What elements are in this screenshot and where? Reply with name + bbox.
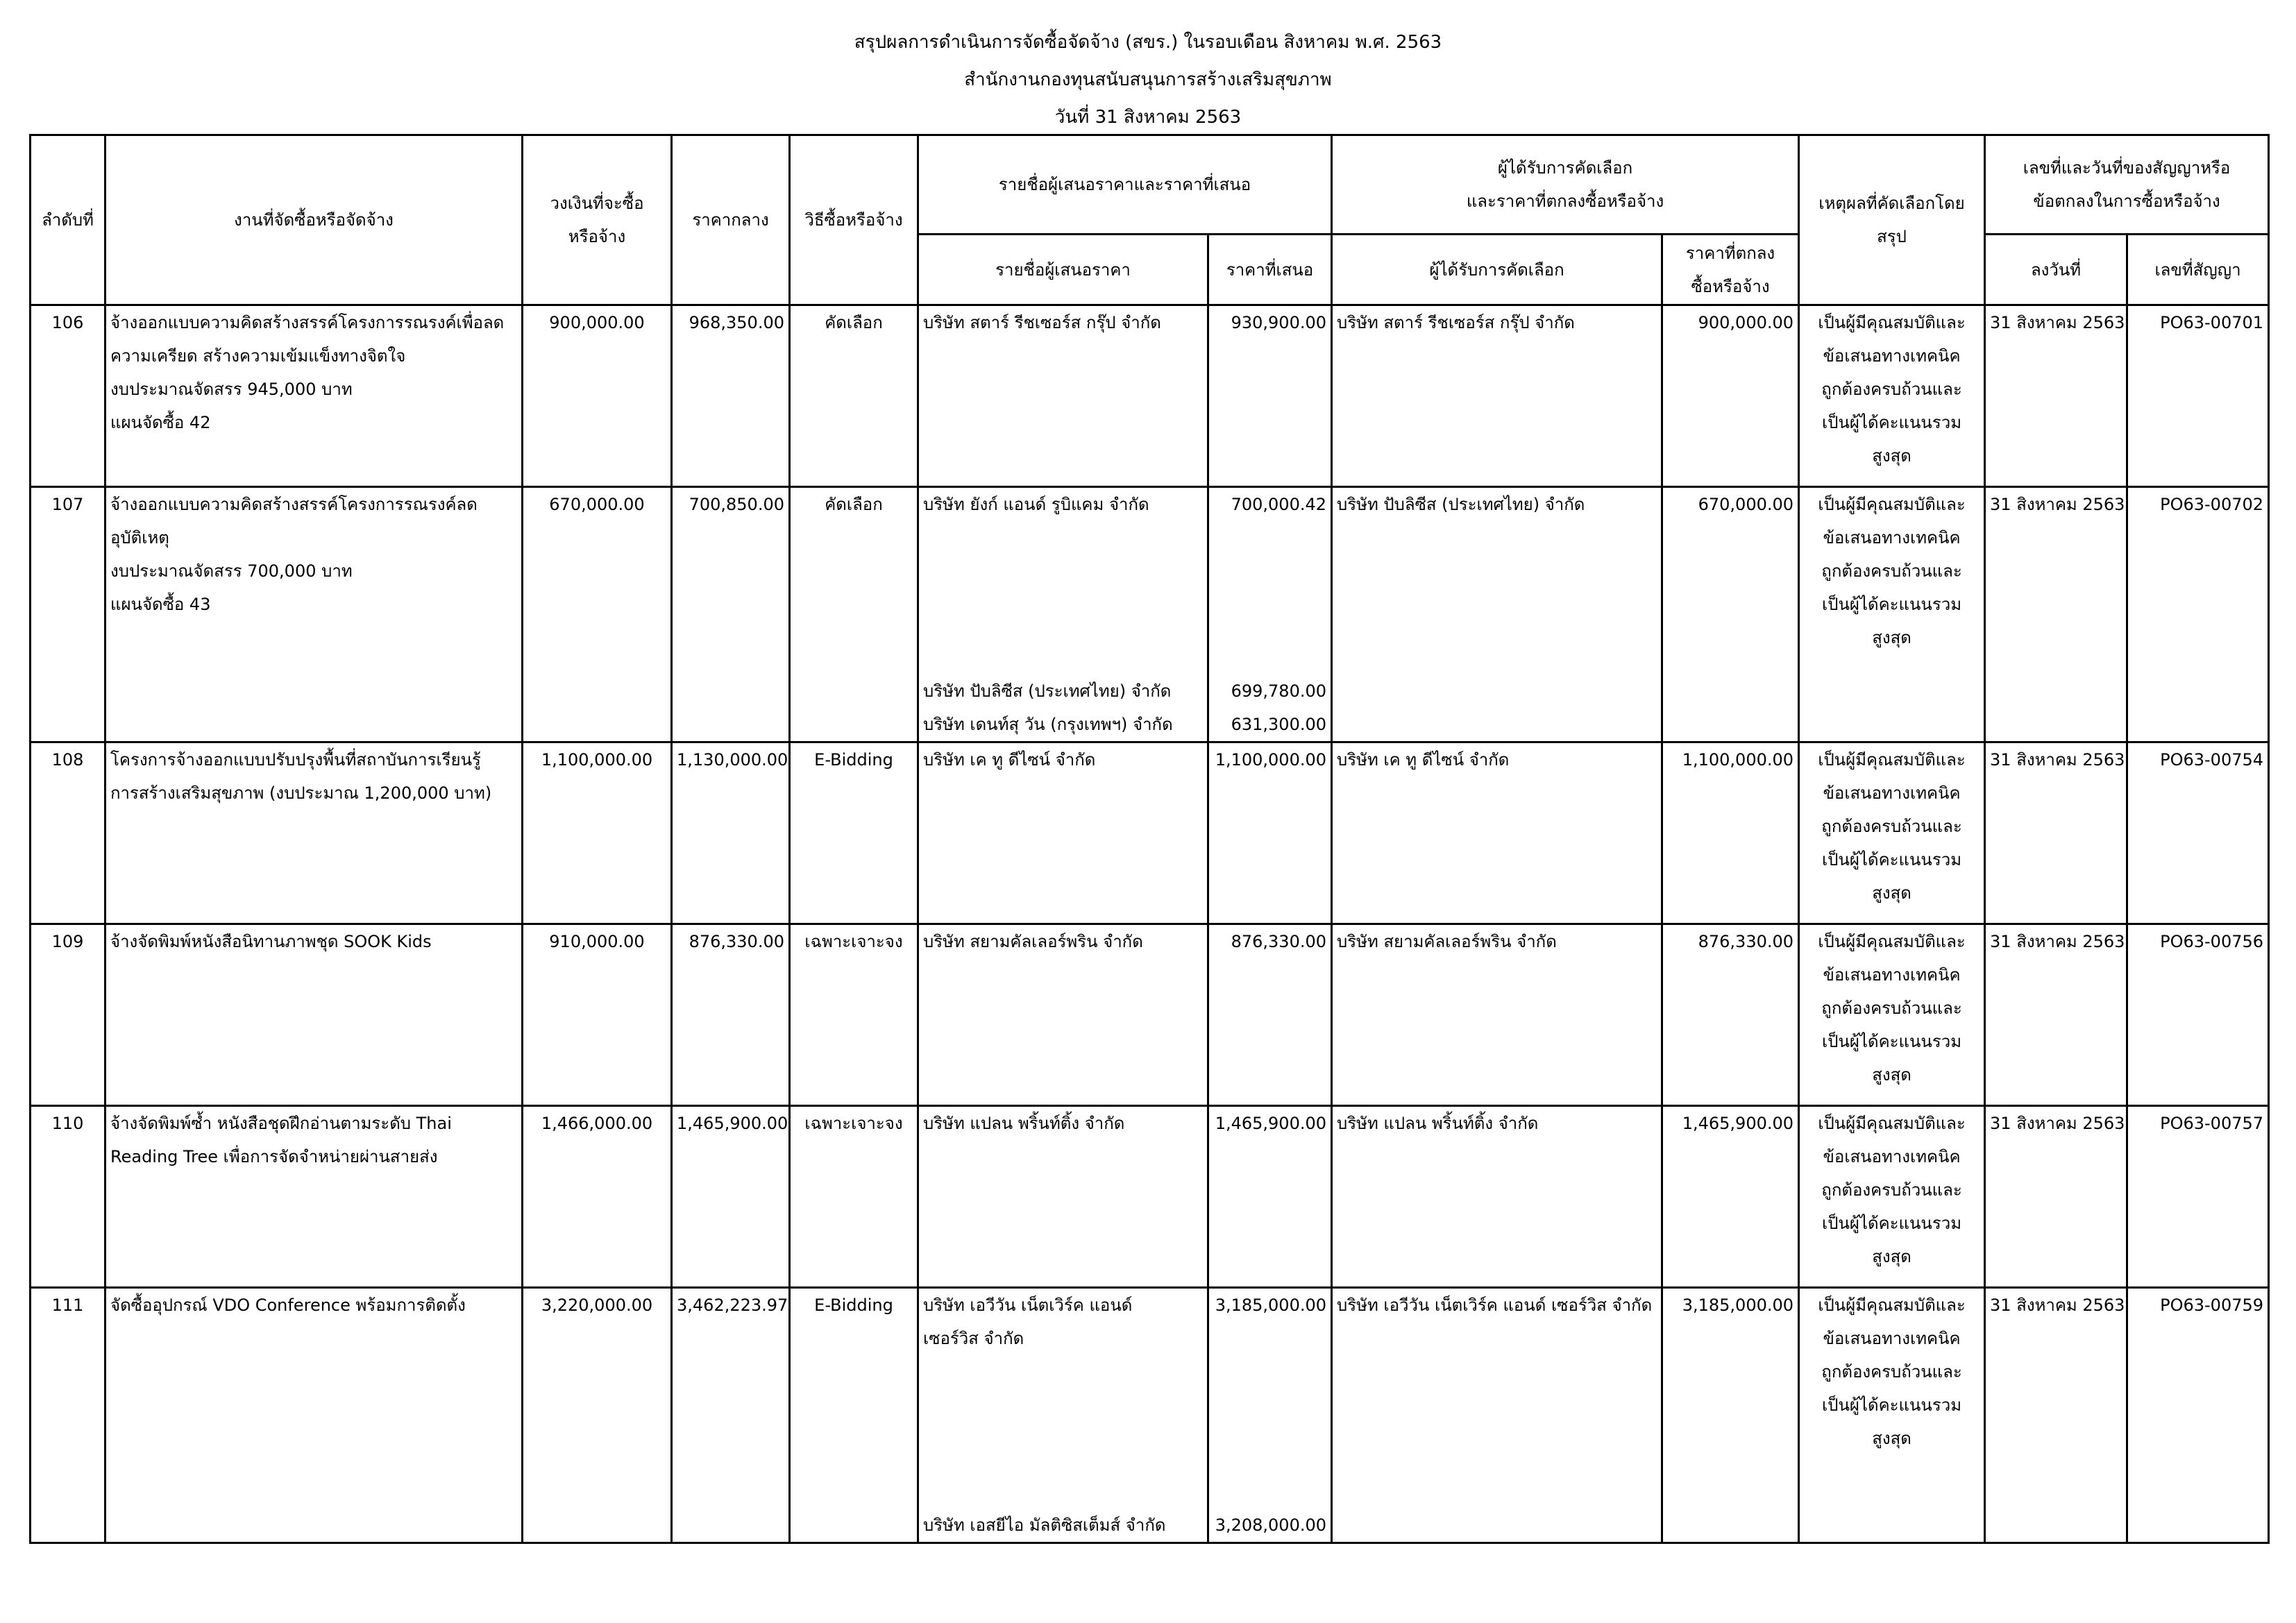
reason-line: สูงสุด [1872,883,1911,903]
median-cell [672,305,790,487]
method-cell [790,305,918,487]
budget-cell [523,1288,672,1543]
budget-cell [523,924,672,1106]
median-cell [672,742,790,924]
contract-cell [2127,1288,2269,1543]
contract-cell [2127,305,2269,487]
contract-number: PO63-00701 [2160,313,2264,332]
table-row [31,1288,2269,1543]
reason-line: ข้อเสนอทางเทคนิค [1823,1147,1961,1166]
contract-date: 31 สิงหาคม 2563 [1990,1295,2125,1315]
reason-line: ถูกต้องครบถ้วนและ [1821,817,1962,836]
reason-line: สูงสุด [1872,1429,1911,1448]
work-cell [105,305,523,487]
median-value: 1,130,000.00 [677,750,788,770]
bidder-name: บริษัท เค ทู ดีไซน์ จำกัด [923,750,1096,770]
work-line: การสร้างเสริมสุขภาพ (งบประมาณ 1,200,000 บาท) [110,783,492,803]
bid-price: 3,208,000.00 [1215,1515,1327,1535]
median-cell [672,924,790,1106]
bid-price: 1,100,000.00 [1215,750,1327,770]
reason-line: เป็นผู้มีคุณสมบัติและ [1818,1114,1966,1133]
reason-line: ถูกต้องครบถ้วนและ [1821,1180,1962,1200]
method-cell [790,924,918,1106]
contract-date: 31 สิงหาคม 2563 [1990,932,2125,951]
median-value: 876,330.00 [689,932,784,951]
reason-line: สูงสุด [1872,628,1911,647]
bidder-name: เซอร์วิส จำกัด [923,1329,1024,1348]
reason-line: ถูกต้องครบถ้วนและ [1821,561,1962,581]
budget-cell [523,487,672,742]
winner-name: บริษัท สยามคัลเลอร์พริน จำกัด [1337,932,1557,951]
reason-line: เป็นผู้มีคุณสมบัติและ [1818,313,1966,332]
bidder-name-cell [918,487,1208,742]
reason-cell [1799,487,1985,742]
bid-price-cell [1208,1288,1332,1543]
doc-date: วันที่ 31 สิงหาคม 2563 [1054,107,1242,128]
reason-line: ข้อเสนอทางเทคนิค [1823,965,1961,985]
reason-line: ข้อเสนอทางเทคนิค [1823,783,1961,803]
contract-date: 31 สิงหาคม 2563 [1990,313,2125,332]
bid-price: 1,465,900.00 [1215,1114,1327,1133]
median-cell [672,1288,790,1543]
table-row [31,1106,2269,1288]
budget-cell [523,1106,672,1288]
doc-org: สำนักงานกองทุนสนับสนุนการสร้างเสริมสุขภาพ [964,69,1332,90]
table-row [31,305,2269,487]
contract-cell [2127,742,2269,924]
agreed-cell [1662,924,1799,1106]
budget-cell [523,305,672,487]
work-line: จ้างออกแบบความคิดสร้างสรรค์โครงการรณรงค์เพื่อลด [110,313,505,332]
work-cell [105,1288,523,1543]
method-value: คัดเลือก [825,495,883,514]
col-winner-group: ผู้ได้รับการคัดเลือก และราคาที่ตกลงซื้อหรือจ้าง [1332,135,1799,235]
work-line: แผนจัดซื้อ 43 [110,595,211,614]
procurement-table [29,134,2270,1544]
budget-value: 1,466,000.00 [541,1114,653,1133]
work-line: อุบัติเหตุ [110,528,169,547]
reason-line: ข้อเสนอทางเทคนิค [1823,528,1961,547]
method-cell [790,742,918,924]
work-line: Reading Tree เพื่อการจัดจำหน่ายผ่านสายส่ง [110,1147,438,1166]
reason-line: เป็นผู้ได้คะแนนรวม [1822,595,1962,614]
reason-cell [1799,305,1985,487]
col-bid-price: ราคาที่เสนอ [1208,235,1332,305]
bidder-name: บริษัท เอวีวัน เน็ตเวิร์ค แอนด์ [923,1295,1133,1315]
median-value: 1,465,900.00 [677,1114,788,1133]
work-cell [105,924,523,1106]
col-method: วิธีซื้อหรือจ้าง [790,135,918,305]
reason-line: ถูกต้องครบถ้วนและ [1821,999,1962,1018]
date-cell [1985,305,2127,487]
work-line: จัดซื้ออุปกรณ์ VDO Conference พร้อมการติดตั้ง [110,1295,466,1315]
seq-cell [31,305,105,487]
reason-line: เป็นผู้ได้คะแนนรวม [1822,1032,1962,1051]
agreed-cell [1662,1106,1799,1288]
seq-cell [31,1288,105,1543]
col-contract-no: เลขที่สัญญา [2127,235,2269,305]
bid-price-cell [1208,742,1332,924]
table-row [31,487,2269,742]
bid-price: 699,780.00 [1231,681,1327,701]
bidder-name: บริษัท สตาร์ รีชเซอร์ส กรุ๊ป จำกัด [923,313,1161,332]
date-cell [1985,742,2127,924]
col-reason: เหตุผลที่คัดเลือกโดย สรุป [1799,135,1985,305]
winner-name: บริษัท ปับลิซีส (ประเทศไทย) จำกัด [1337,495,1585,514]
reason-line: เป็นผู้มีคุณสมบัติและ [1818,750,1966,770]
agreed-price: 900,000.00 [1698,313,1794,332]
reason-line: สูงสุด [1872,446,1911,466]
method-value: E-Bidding [814,1295,893,1315]
contract-cell [2127,487,2269,742]
method-value: คัดเลือก [825,313,883,332]
budget-value: 3,220,000.00 [541,1295,653,1315]
table-row [31,924,2269,1106]
reason-line: เป็นผู้ได้คะแนนรวม [1822,413,1962,432]
agreed-cell [1662,742,1799,924]
winner-name: บริษัท เอวีวัน เน็ตเวิร์ค แอนด์ เซอร์วิส จำกัด [1337,1295,1653,1315]
seq-number: 106 [51,313,84,332]
table-row [31,742,2269,924]
seq-cell [31,742,105,924]
reason-line: สูงสุด [1872,1065,1911,1085]
method-value: E-Bidding [814,750,893,770]
reason-line: เป็นผู้มีคุณสมบัติและ [1818,932,1966,951]
bid-price: 3,185,000.00 [1215,1295,1327,1315]
winner-name: บริษัท สตาร์ รีชเซอร์ส กรุ๊ป จำกัด [1337,313,1575,332]
date-cell [1985,1288,2127,1543]
budget-value: 910,000.00 [549,932,645,951]
work-line: งบประมาณจัดสรร 945,000 บาท [110,380,353,399]
reason-line: ถูกต้องครบถ้วนและ [1821,1362,1962,1382]
budget-value: 900,000.00 [549,313,645,332]
work-line: จ้างออกแบบความคิดสร้างสรรค์โครงการรณรงค์ลด [110,495,478,514]
bidder-name: บริษัท เดนท์สุ วัน (กรุงเทพฯ) จำกัด [923,715,1173,734]
col-work: งานที่จัดซื้อหรือจัดจ้าง [105,135,523,305]
reason-cell [1799,1106,1985,1288]
bid-price: 700,000.42 [1231,495,1327,514]
bidder-name: บริษัท สยามคัลเลอร์พริน จำกัด [923,932,1143,951]
agreed-price: 3,185,000.00 [1682,1295,1794,1315]
contract-date: 31 สิงหาคม 2563 [1990,495,2125,514]
work-line: งบประมาณจัดสรร 700,000 บาท [110,561,353,581]
winner-name: บริษัท เค ทู ดีไซน์ จำกัด [1337,750,1510,770]
work-cell [105,1106,523,1288]
contract-number: PO63-00757 [2160,1114,2264,1133]
date-cell [1985,487,2127,742]
work-line: โครงการจ้างออกแบบปรับปรุงพื้นที่สถาบันการเรียนรู้ [110,750,481,770]
method-cell [790,487,918,742]
agreed-cell [1662,305,1799,487]
contract-date: 31 สิงหาคม 2563 [1990,1114,2125,1133]
median-value: 3,462,223.97 [677,1295,788,1315]
reason-line: เป็นผู้มีคุณสมบัติและ [1818,1295,1966,1315]
reason-cell [1799,924,1985,1106]
reason-cell [1799,1288,1985,1543]
work-line: แผนจัดซื้อ 42 [110,413,211,432]
agreed-price: 1,465,900.00 [1682,1114,1794,1133]
bidder-name-cell [918,924,1208,1106]
contract-number: PO63-00754 [2160,750,2264,770]
winner-cell [1332,487,1662,742]
seq-number: 111 [51,1295,84,1315]
method-cell [790,1106,918,1288]
seq-number: 109 [51,932,84,951]
budget-cell [523,742,672,924]
reason-cell [1799,742,1985,924]
col-budget: วงเงินที่จะซื้อ หรือจ้าง [523,135,672,305]
seq-cell [31,924,105,1106]
col-bidder-name: รายชื่อผู้เสนอราคา [918,235,1208,305]
agreed-price: 1,100,000.00 [1682,750,1794,770]
winner-name: บริษัท แปลน พริ้นท์ติ้ง จำกัด [1337,1114,1539,1133]
winner-cell [1332,305,1662,487]
bid-price: 930,900.00 [1231,313,1327,332]
contract-number: PO63-00759 [2160,1295,2264,1315]
contract-cell [2127,924,2269,1106]
date-cell [1985,924,2127,1106]
contract-number: PO63-00702 [2160,495,2264,514]
reason-line: ข้อเสนอทางเทคนิค [1823,346,1961,366]
bidder-name-cell [918,742,1208,924]
col-agreed-price: ราคาที่ตกลง ซื้อหรือจ้าง [1662,235,1799,305]
bid-price: 876,330.00 [1231,932,1327,951]
work-line: จ้างจัดพิมพ์ซ้ำ หนังสือชุดฝึกอ่านตามระดับ Thai [110,1114,452,1133]
bid-price-cell [1208,305,1332,487]
work-cell [105,487,523,742]
method-value: เฉพาะเจาะจง [804,1114,903,1133]
reason-line: ถูกต้องครบถ้วนและ [1821,380,1962,399]
reason-line: เป็นผู้ได้คะแนนรวม [1822,1395,1962,1415]
doc-title: สรุปผลการดำเนินการจัดซื้อจัดจ้าง (สขร.) ในรอบเดือน สิงหาคม พ.ศ. 2563 [854,32,1442,53]
seq-number: 107 [51,495,84,514]
contract-date: 31 สิงหาคม 2563 [1990,750,2125,770]
agreed-price: 670,000.00 [1698,495,1794,514]
seq-cell [31,487,105,742]
winner-cell [1332,742,1662,924]
reason-line: เป็นผู้ได้คะแนนรวม [1822,1214,1962,1233]
bidder-name-cell [918,1106,1208,1288]
bidder-name-cell [918,305,1208,487]
median-cell [672,1106,790,1288]
seq-cell [31,1106,105,1288]
work-cell [105,742,523,924]
bidder-name: บริษัท ยังก์ แอนด์ รูบิแคม จำกัด [923,495,1149,514]
reason-line: สูงสุด [1872,1247,1911,1266]
bidder-name: บริษัท เอสยีไอ มัลติซิสเต็มส์ จำกัด [923,1515,1166,1535]
budget-value: 670,000.00 [549,495,645,514]
work-line: จ้างจัดพิมพ์หนังสือนิทานภาพชุด SOOK Kids [110,932,432,951]
seq-number: 110 [51,1114,84,1133]
winner-cell [1332,1288,1662,1543]
contract-number: PO63-00756 [2160,932,2264,951]
col-contract-group: เลขที่และวันที่ของสัญญาหรือ ข้อตกลงในการซื้อหรือจ้าง [1985,135,2269,235]
col-seq: ลำดับที่ [31,135,105,305]
reason-line: เป็นผู้ได้คะแนนรวม [1822,850,1962,869]
median-cell [672,487,790,742]
bid-price-cell [1208,487,1332,742]
reason-line: ข้อเสนอทางเทคนิค [1823,1329,1961,1348]
winner-cell [1332,924,1662,1106]
contract-cell [2127,1106,2269,1288]
median-value: 968,350.00 [689,313,784,332]
winner-cell [1332,1106,1662,1288]
bidder-name: บริษัท ปับลิซีส (ประเทศไทย) จำกัด [923,681,1172,701]
agreed-price: 876,330.00 [1698,932,1794,951]
work-line: ความเครียด สร้างความเข้มแข็งทางจิตใจ [110,346,406,366]
col-winner-name: ผู้ได้รับการคัดเลือก [1332,235,1662,305]
method-value: เฉพาะเจาะจง [804,932,903,951]
col-median: ราคากลาง [672,135,790,305]
budget-value: 1,100,000.00 [541,750,653,770]
bid-price-cell [1208,1106,1332,1288]
median-value: 700,850.00 [689,495,784,514]
seq-number: 108 [51,750,84,770]
bid-price: 631,300.00 [1231,715,1327,734]
agreed-cell [1662,1288,1799,1543]
method-cell [790,1288,918,1543]
date-cell [1985,1106,2127,1288]
reason-line: เป็นผู้มีคุณสมบัติและ [1818,495,1966,514]
bidder-name: บริษัท แปลน พริ้นท์ติ้ง จำกัด [923,1114,1125,1133]
agreed-cell [1662,487,1799,742]
col-bidders-group: รายชื่อผู้เสนอราคาและราคาที่เสนอ [918,135,1332,235]
bidder-name-cell [918,1288,1208,1543]
col-contract-date: ลงวันที่ [1985,235,2127,305]
bid-price-cell [1208,924,1332,1106]
